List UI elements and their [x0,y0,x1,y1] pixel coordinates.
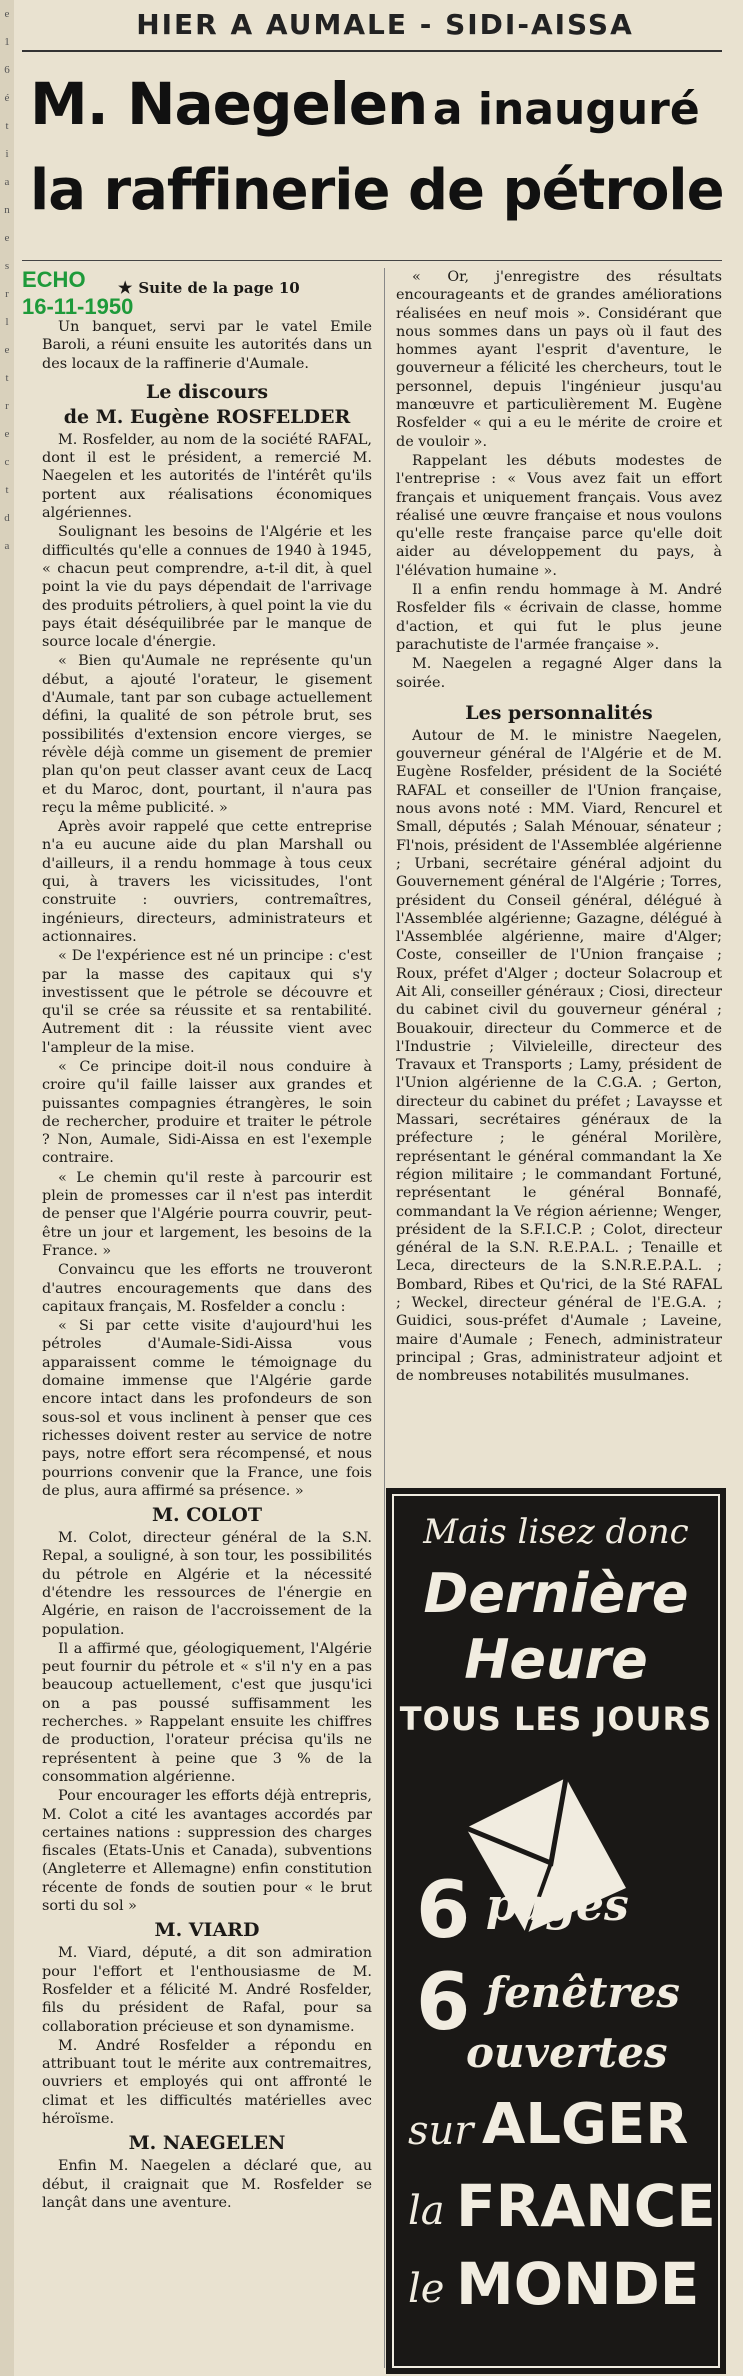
margin-char: n [4,204,10,216]
archive-stamp [22,266,133,320]
paragraph: Rappelant les débuts modestes de l'entreprise : « Vous avez fait un effort français et uniquement français. Vous avez réalisé une œuvre française et nous voulons qu'elle reste française parce qu'elle doit aider au développement du pays, à l'élévation humaine ». [396,452,722,579]
headline-rule [22,260,722,261]
paragraph: « Or, j'enregistre des résultats encourageants et de grandes améliorations réalisées en neuf mois ». Considérant que nous sommes dans un pays où il faut des hommes ayant l'esprit d'aventure, le gouverneur a félicité les chercheurs, tout le personnel, depuis l'ingénieur jusqu'au manœuvre et particulièrement M. Eugène Rosfelder « qui a eu le mérite de croire et de vouloir ». [396,269,722,450]
ad-pages-word: pages [486,1880,629,1931]
section-heading: Le discours [145,380,269,403]
ad-pages-count: 6 [416,1866,471,1956]
margin-char: i [5,148,9,160]
margin-char: t [5,120,9,132]
ad-subtitle: TOUS LES JOURS [399,1700,713,1738]
headline-line-2: la raffinerie de pétrole [30,158,724,223]
section-heading: M. COLOT [152,1504,262,1527]
left-column [42,318,372,2213]
section-heading: Les personnalités [465,701,653,724]
margin-char: 6 [4,64,10,76]
ad-la-word: la [408,2188,445,2234]
paragraph: M. Viard, député, a dit son admiration pour l'effort et l'enthousiasme de M. Rosfelder et a félicité M. André Rosfelder, fils du président de Rafal, pour sa collaboration précieuse et son dynamisme. [42,1945,372,2035]
paragraph: « Si par cette visite d'aujourd'hui les pétroles d'Aumale-Sidi-Aissa vous apparaissent comme le témoignage du domaine immense que l'Algérie garde encore intact dans les profondeurs de son sous-sol et vous inclinent à penser que ces richesses doivent rester au service de notre pays, notre effort sera récompensé, et nous pourrions convenir que la France, une fois de plus, aura affirmé sa présence. » [42,1318,372,1499]
margin-char: e [4,232,10,244]
ad-windows-word: fenêtres [486,1968,680,2017]
clipped-margin-text [0,0,14,2376]
margin-char: l [5,316,9,328]
kicker-rule [22,50,722,52]
paragraph: M. Naegelen a regagné Alger dans la soirée. [396,656,722,691]
stamp-date: 16-11-1950 [22,294,134,319]
article-kicker: HIER A AUMALE - SIDI-AISSA [136,8,634,41]
paragraph: Enfin M. Naegelen a déclaré que, au début, il craignait que M. Rosfelder se lançât dans une aventure. [42,2158,372,2211]
paragraph: M. Colot, directeur général de la S.N. Repal, a souligné, à son tour, les possibilités du pétrole en Algérie et la nécessité d'étendre les ressources de l'énergie en Algérie, en raison de l'accroissement de la population. [42,1530,372,1638]
paragraph: Autour de M. le ministre Naegelen, gouverneur général de l'Algérie et de M. Eugène Rosfelder, président de la Société RAFAL et conseiller de l'Union française, nous avons noté : MM. Viard, Rencurel et Small, députés ; Salah Ménouar, sénateur ; Fl'nois, président de l'Assemblée algérienne ; Urbani, secrétaire général adjoint du Gouvernement général de l'Algérie ; Torres, président du Conseil général, délégué à l'Assemblée algérienne; Gazagne, délégué à l'Assemblée algérienne, maire d'Alger; Coste, conseiller de l'Union française ; Roux, préfet d'Alger ; docteur Solacroup et Ait Ali, conseiller généraux ; Ciosi, directeur du cabinet civil du gouverneur général ; Bouakouir, directeur du Commerce et de l'Industrie ; Vilvieleille, directeur des Travaux et Transports ; Lamy, président de l'Union algérienne de la C.G.A. ; Gerton, directeur du cabinet du préfet ; Lavaysse et Massari, secrétaires généraux de la préfecture ; le général Morilère, représentant le général commandant la Xe région militaire ; le commandant Fortuné, représentant le général Bonnafé, commandant la Ve région aérienne; Wenger, président de la S.F.I.C.P. ; Colot, directeur général de la S.N. R.E.P.A.L. ; Tenaille et Leca, directeurs de la S.N.R.E.P.A.L. ; Bombard, Ribes et Qu'rici, de la Sté RAFAL ; Weckel, directeur général de l'E.G.A. ; Guidici, sous-préfet d'Aumale ; Laveine, maire d'Aumale ; Fenech, administrateur principal ; Gras, administrateur adjoint et de nombreuses notabilités musulmanes. [396,727,722,1385]
paragraph: M. André Rosfelder a répondu en attribuant tout le mérite aux contremaitres, ouvriers et employés qui ont affronté le climat et les difficultés matérielles avec héroïsme. [42,2037,372,2128]
ad-le-word: le [408,2266,445,2312]
continuation-text: Suite de la page 10 [138,279,300,297]
headline-line-1 [30,70,720,138]
paragraph: Pour encourager les efforts déjà entrepris, M. Colot a cité les avantages accordés par certaines nations : suppression des charges fiscales (Etats-Unis et Canada), subventions (Angleterre et Allemagne) enfin constitution récente de fonds de soutien pour « le brut sorti du sol » [42,1788,372,1915]
margin-char: e [4,428,10,440]
paragraph: Convaincu que les efforts ne trouveront d'autres encouragements que dans des capitaux français, M. Rosfelder a conclu : [42,1262,372,1315]
margin-char: d [4,512,10,524]
ad-on-word: sur [408,2108,474,2154]
paragraph: Après avoir rappelé que cette entreprise n'a eu aucune aide du plan Marshall ou d'ailleurs, il a rendu hommage à tous ceux qui, à travers les vicissitudes, l'ont construite : ouvriers, contremaîtres, ingénieurs, directeurs, administrateurs et actionnaires. [42,819,372,945]
margin-char: c [4,456,10,468]
ad-windows-count: 6 [416,1958,471,2048]
section-heading: M. VIARD [154,1919,260,1942]
ad-alger: ALGER [482,2092,689,2157]
paragraph: « De l'expérience est né un principe : c'est par la masse des capitaux qui s'y investissent que le pétrole se découvre et qu'il se crée sa réussite et sa rentabilité. Autrement dit : la réussite vient avec l'ampleur de la mise. [42,948,372,1056]
margin-char: 1 [4,36,10,48]
ad-open-word: ouvertes [466,2028,668,2077]
ad-title-line-2: Heure [464,1628,648,1691]
margin-char: a [4,176,10,188]
right-column [396,268,722,1387]
margin-char: e [4,8,10,20]
ad-tagline: Mais lisez donc [423,1512,689,1552]
newspaper-advertisement [386,1488,726,2374]
paragraph: « Bien qu'Aumale ne représente qu'un début, a ajouté l'orateur, le gisement d'Aumale, tant par son cubage actuellement défini, la qualité de son pétrole brut, ses possibilités d'extension encore vierges, se révèle déjà comme un gisement de premier plan qu'on peut classer avant ceux de Lacq et du Maroc, dont, pourtant, il n'aura pas reçu la même publicité. » [42,653,372,816]
margin-char: r [5,400,9,412]
paragraph: « Le chemin qu'il reste à parcourir est plein de promesses car il n'est pas interdit de penser que l'Algérie pourra couvrir, peut-être un jour et largement, les besoins de la France. » [42,1169,372,1259]
paragraph: Un banquet, servi par le vatel Emile Baroli, a réuni ensuite les autorités dans un des locaux de la raffinerie d'Aumale. [42,319,372,372]
headline-name: M. Naegelen [30,70,428,138]
star-icon: ★ [118,278,133,297]
ad-title-line-1: Dernière [423,1562,689,1625]
paragraph: « Ce principe doit-il nous conduire à croire qu'il faille laisser aux grandes et puissantes compagnies étrangères, le soin de rechercher, produire et traiter le pétrole ? Non, Aumale, Sidi-Aissa en est l'exemple contraire. [42,1058,372,1167]
column-divider [384,268,385,2368]
margin-char: r [5,288,9,300]
paragraph: Il a enfin rendu hommage à M. André Rosfelder fils « écrivain de classe, homme d'action, et qui fut le plus jeune parachutiste de l'armée française ». [396,582,722,653]
paragraph: Soulignant les besoins de l'Algérie et les difficultés qu'elle a connues de 1940 à 1945, « chacun peut comprendre, a-t-il dit, à quel point la vie du pays dépendait de l'arrivage des produits pétroliers, à quel point la vie du pays était déséquilibrée par le manque de source locale d'énergie. [42,524,372,651]
ad-monde: MONDE [456,2250,700,2318]
ad-france: FRANCE [456,2172,716,2240]
margin-char: s [4,260,10,272]
stamp-source: ECHO [22,267,86,292]
headline-verb: a inauguré [432,84,700,135]
margin-char: é [4,92,10,104]
continuation-note [118,278,300,297]
margin-char: a [4,540,10,552]
margin-char: e [4,344,10,356]
section-heading: M. NAEGELEN [128,2132,286,2155]
section-heading: de M. Eugène ROSFELDER [63,405,351,428]
paragraph: M. Rosfelder, au nom de la société RAFAL, dont il est le président, a remercié M. Naegelen et les autorités de l'intérêt qu'ils portent aux réalisations économiques algériennes. [42,431,372,522]
paragraph: Il a affirmé que, géologiquement, l'Algérie peut fournir du pétrole et « s'il n'y en a pas beaucoup actuellement, c'est que jusqu'ici on a pas poussé suffisamment les recherches. » Rappelant ensuite les chiffres de production, l'orateur précisa qu'ils ne représentent à peine que 3 % de la consommation algérienne. [42,1640,372,1785]
margin-char: t [5,372,9,384]
margin-char: t [5,484,9,496]
